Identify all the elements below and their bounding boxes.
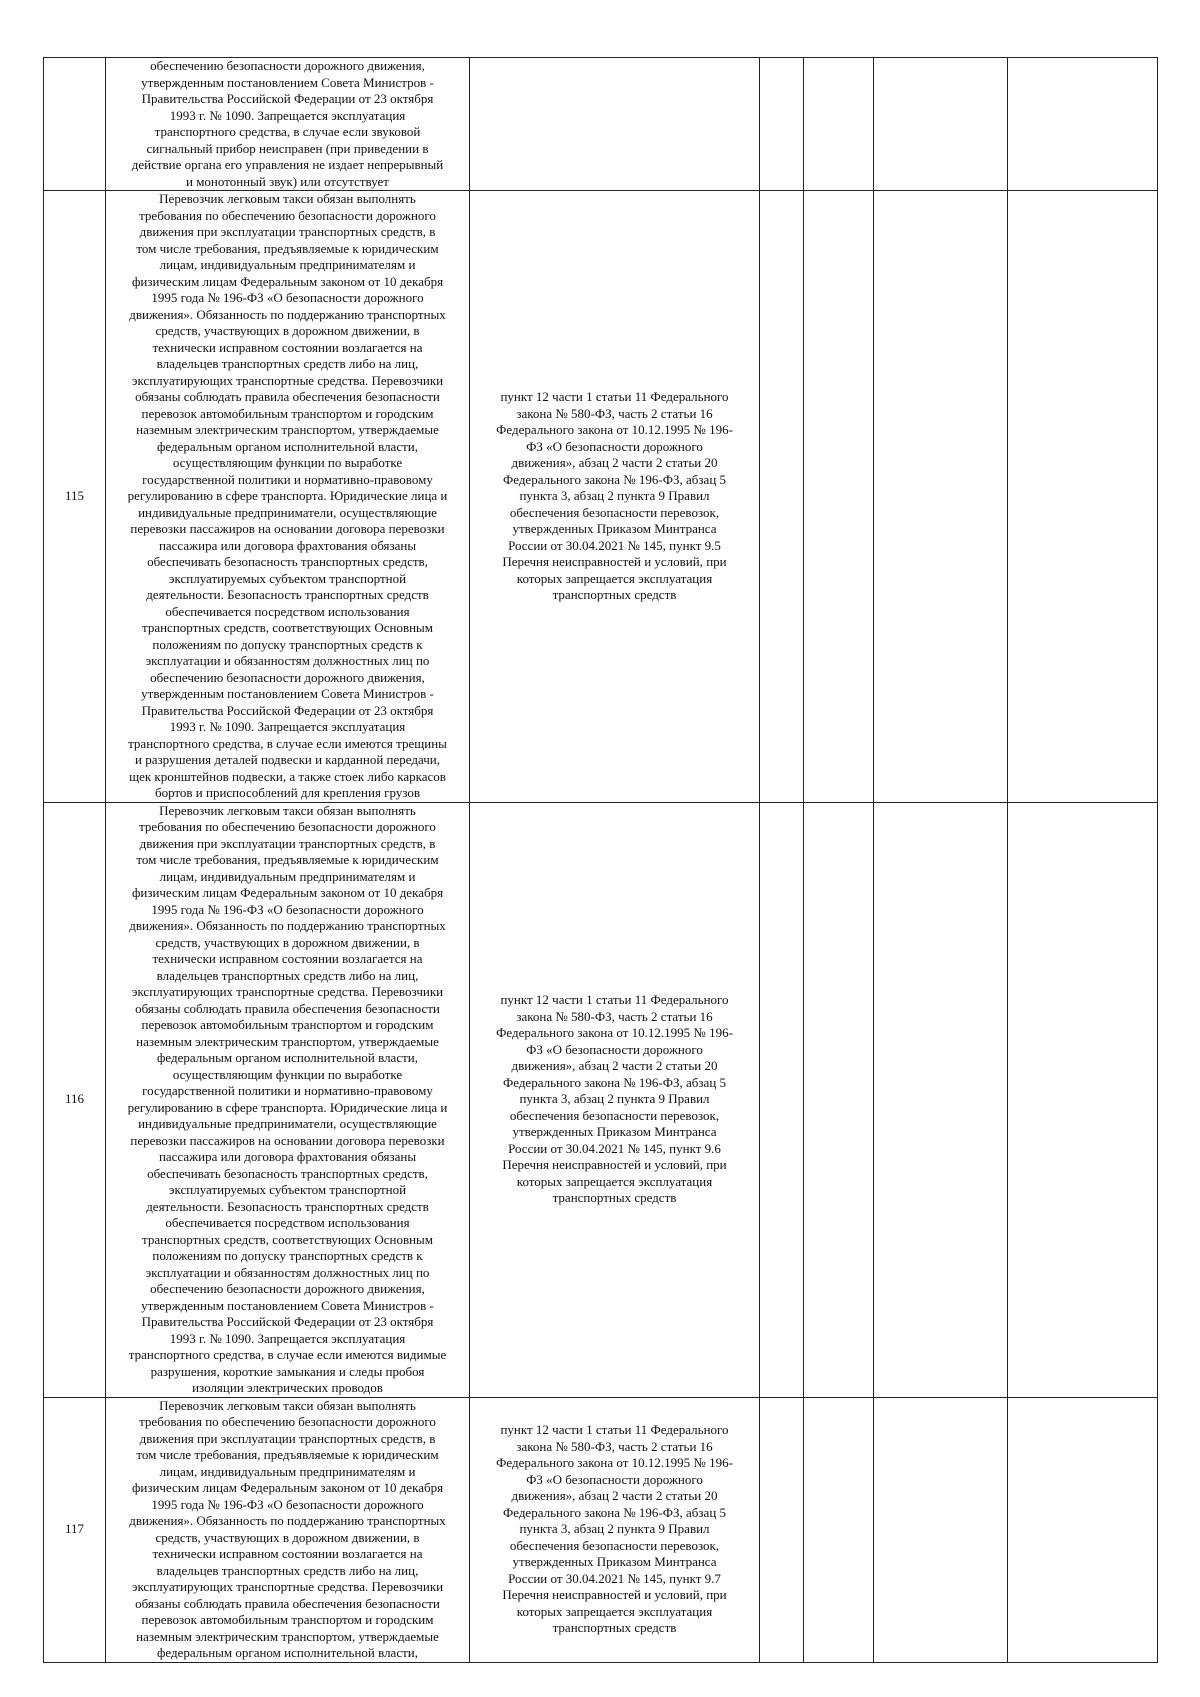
empty-cell (760, 191, 804, 803)
empty-cell (1008, 191, 1158, 803)
legal-reference: пункт 12 части 1 статьи 11 Федерального закона № 580-ФЗ, часть 2 статьи 16 Федерального закона от 10.12.1995 № 196- ФЗ «О безопасности дорожного движения», абзац 2 части 2 статьи 20 Федерального закона № 196-ФЗ, абзац 5 пункта 3, абзац 2 пункта 9 Правил обеспечения безопасности перевозок, утвержденных Приказом Минтранса России от 30.04.2021 № 145, пункт 9.5 Перечня неисправностей и условий, при которых запрещается эксплуатация транспортных средств (470, 191, 760, 803)
empty-cell (874, 1397, 1008, 1662)
row-number: 115 (44, 191, 106, 803)
requirements-table (43, 57, 1158, 1663)
row-number (44, 58, 106, 191)
empty-cell (804, 802, 874, 1397)
table-row (44, 58, 1158, 191)
empty-cell (804, 58, 874, 191)
legal-reference: пункт 12 части 1 статьи 11 Федерального закона № 580-ФЗ, часть 2 статьи 16 Федерального закона от 10.12.1995 № 196- ФЗ «О безопасности дорожного движения», абзац 2 части 2 статьи 20 Федерального закона № 196-ФЗ, абзац 5 пункта 3, абзац 2 пункта 9 Правил обеспечения безопасности перевозок, утвержденных Приказом Минтранса России от 30.04.2021 № 145, пункт 9.6 Перечня неисправностей и условий, при которых запрещается эксплуатация транспортных средств (470, 802, 760, 1397)
requirement-text: Перевозчик легковым такси обязан выполнять требования по обеспечению безопасности дорожного движения при эксплуатации транспортных средств, в том числе требования, предъявляемые к юридическим лицам, индивидуальным предпринимателям и физическим лицам Федеральным законом от 10 декабря 1995 года № 196-ФЗ «О безопасности дорожного движения». Обязанность по поддержанию транспортных средств, участвующих в дорожном движении, в технически исправном состоянии возлагается на владельцев транспортных средств либо на лиц, эксплуатирующих транспортные средства. Перевозчики обязаны соблюдать правила обеспечения безопасности перевозок автомобильным транспортом и городским наземным электрическим транспортом, утверждаемые федеральным органом исполнительной власти, осуществляющим функции по выработке государственной политики и нормативно-правовому регулированию в сфере транспорта. Юридические лица и индивидуальные предприниматели, осуществляющие перевозки пассажиров на основании договора перевозки пассажира или договора фрахтования обязаны обеспечивать безопасность транспортных средств, эксплуатируемых субъектом транспортной деятельности. Безопасность транспортных средств обеспечивается посредством использования транспортных средств, соответствующих Основным положениям по допуску транспортных средств к эксплуатации и обязанностям должностных лиц по обеспечению безопасности дорожного движения, утвержденным постановлением Совета Министров - Правительства Российской Федерации от 23 октября 1993 г. № 1090. Запрещается эксплуатация транспортного средства, в случае если имеются трещины и разрушения деталей подвески и карданной передачи, щек кронштейнов подвески, а также стоек либо каркасов бортов и приспособлений для крепления грузов (106, 191, 470, 803)
table-row (44, 802, 1158, 1397)
empty-cell (1008, 802, 1158, 1397)
row-number: 116 (44, 802, 106, 1397)
empty-cell (804, 191, 874, 803)
table-row (44, 1397, 1158, 1662)
empty-cell (804, 1397, 874, 1662)
legal-reference: пункт 12 части 1 статьи 11 Федерального закона № 580-ФЗ, часть 2 статьи 16 Федерального закона от 10.12.1995 № 196- ФЗ «О безопасности дорожного движения», абзац 2 части 2 статьи 20 Федерального закона № 196-ФЗ, абзац 5 пункта 3, абзац 2 пункта 9 Правил обеспечения безопасности перевозок, утвержденных Приказом Минтранса России от 30.04.2021 № 145, пункт 9.7 Перечня неисправностей и условий, при которых запрещается эксплуатация транспортных средств (470, 1397, 760, 1662)
empty-cell (874, 58, 1008, 191)
empty-cell (1008, 1397, 1158, 1662)
row-number: 117 (44, 1397, 106, 1662)
table-row (44, 191, 1158, 803)
document-page (43, 57, 1157, 1663)
empty-cell (874, 802, 1008, 1397)
legal-reference (470, 58, 760, 191)
requirement-text: Перевозчик легковым такси обязан выполнять требования по обеспечению безопасности дорожного движения при эксплуатации транспортных средств, в том числе требования, предъявляемые к юридическим лицам, индивидуальным предпринимателям и физическим лицам Федеральным законом от 10 декабря 1995 года № 196-ФЗ «О безопасности дорожного движения». Обязанность по поддержанию транспортных средств, участвующих в дорожном движении, в технически исправном состоянии возлагается на владельцев транспортных средств либо на лиц, эксплуатирующих транспортные средства. Перевозчики обязаны соблюдать правила обеспечения безопасности перевозок автомобильным транспортом и городским наземным электрическим транспортом, утверждаемые федеральным органом исполнительной власти, осуществляющим функции по выработке государственной политики и нормативно-правовому регулированию в сфере транспорта. Юридические лица и индивидуальные предприниматели, осуществляющие перевозки пассажиров на основании договора перевозки пассажира или договора фрахтования обязаны обеспечивать безопасность транспортных средств, эксплуатируемых субъектом транспортной деятельности. Безопасность транспортных средств обеспечивается посредством использования транспортных средств, соответствующих Основным положениям по допуску транспортных средств к эксплуатации и обязанностям должностных лиц по обеспечению безопасности дорожного движения, утвержденным постановлением Совета Министров - Правительства Российской Федерации от 23 октября 1993 г. № 1090. Запрещается эксплуатация транспортного средства, в случае если имеются видимые разрушения, короткие замыкания и следы пробоя изоляции электрических проводов (106, 802, 470, 1397)
empty-cell (760, 1397, 804, 1662)
empty-cell (874, 191, 1008, 803)
empty-cell (1008, 58, 1158, 191)
requirement-text: обеспечению безопасности дорожного движения, утвержденным постановлением Совета Министров - Правительства Российской Федерации от 23 октября 1993 г. № 1090. Запрещается эксплуатация транспортного средства, в случае если звуковой сигнальный прибор неисправен (при приведении в действие органа его управления не издает непрерывный и монотонный звук) или отсутствует (106, 58, 470, 191)
empty-cell (760, 802, 804, 1397)
empty-cell (760, 58, 804, 191)
requirement-text: Перевозчик легковым такси обязан выполнять требования по обеспечению безопасности дорожного движения при эксплуатации транспортных средств, в том числе требования, предъявляемые к юридическим лицам, индивидуальным предпринимателям и физическим лицам Федеральным законом от 10 декабря 1995 года № 196-ФЗ «О безопасности дорожного движения». Обязанность по поддержанию транспортных средств, участвующих в дорожном движении, в технически исправном состоянии возлагается на владельцев транспортных средств либо на лиц, эксплуатирующих транспортные средства. Перевозчики обязаны соблюдать правила обеспечения безопасности перевозок автомобильным транспортом и городским наземным электрическим транспортом, утверждаемые федеральным органом исполнительной власти, (106, 1397, 470, 1662)
